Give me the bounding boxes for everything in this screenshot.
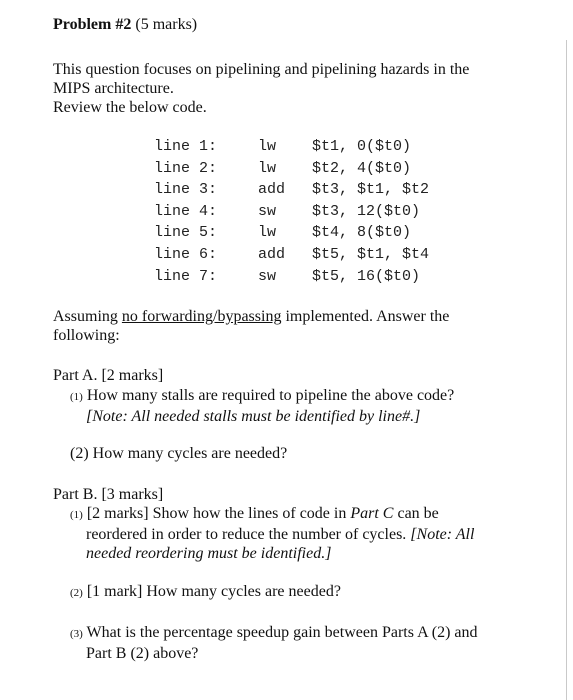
part-b-question-2 bbox=[70, 582, 510, 603]
code-operands: $t5, 16($t0) bbox=[312, 267, 421, 285]
part-b-q2-text: [1 mark] How many cycles are needed? bbox=[86, 583, 341, 600]
part-b-q1-note-start: [Note: All bbox=[410, 526, 475, 543]
part-b-q1-number: (1) bbox=[70, 509, 83, 521]
problem-marks: (5 marks) bbox=[135, 16, 198, 33]
code-opcode: lw bbox=[258, 224, 277, 242]
part-b-question-1 bbox=[70, 504, 510, 563]
part-b-q1-text-d: reordered in order to reduce the number of cycles. bbox=[86, 526, 407, 543]
code-line-label: line 5: bbox=[154, 224, 218, 242]
part-b-q3-number: (3) bbox=[70, 628, 83, 640]
code-operands: $t3, $t1, $t2 bbox=[312, 181, 430, 199]
code-line-label: line 2: bbox=[154, 159, 218, 177]
page-edge-rule bbox=[566, 40, 567, 700]
part-b-q1-part-c: Part C bbox=[350, 505, 394, 522]
part-a-q1-note: [Note: All needed stalls must be identified by line#.] bbox=[86, 408, 421, 425]
part-a-question-2: (2) How many cycles are needed? bbox=[70, 445, 288, 462]
part-b-q1-note-end: needed reordering must be identified.] bbox=[86, 545, 332, 562]
intro-line-2: MIPS architecture. bbox=[53, 80, 174, 97]
intro-line-1: This question focuses on pipelining and pipelining hazards in the bbox=[53, 61, 470, 78]
code-opcode: sw bbox=[258, 267, 277, 285]
code-operands: $t2, 4($t0) bbox=[312, 159, 412, 177]
problem-label: Problem #2 bbox=[53, 16, 132, 33]
code-operands: $t5, $t1, $t4 bbox=[312, 245, 430, 263]
part-b-q2-number: (2) bbox=[70, 587, 83, 599]
part-a-q1-text: How many stalls are required to pipeline the above code? bbox=[86, 387, 455, 404]
assumption-underlined: no forwarding/bypassing bbox=[121, 308, 282, 325]
code-opcode: add bbox=[258, 181, 286, 199]
assumption-line-2: following: bbox=[53, 327, 120, 344]
code-opcode: lw bbox=[258, 138, 277, 155]
code-line-label: line 3: bbox=[154, 181, 218, 199]
assumption-pre: Assuming bbox=[53, 308, 118, 325]
problem-title bbox=[53, 15, 197, 34]
intro-line-3: Review the below code. bbox=[53, 99, 207, 116]
part-b-q3-line-2: Part B (2) above? bbox=[86, 645, 199, 662]
code-line-label: line 6: bbox=[154, 245, 218, 263]
code-line-label: line 4: bbox=[154, 202, 218, 220]
code-opcode: sw bbox=[258, 202, 277, 220]
part-a-title: Part A. [2 marks] bbox=[53, 367, 164, 384]
part-b-title: Part B. [3 marks] bbox=[53, 486, 164, 503]
code-opcode: add bbox=[258, 245, 286, 263]
code-line-label: line 1: bbox=[154, 138, 218, 155]
part-a-q1-number: (1) bbox=[70, 391, 83, 403]
part-b-q3-text: What is the percentage speedup gain between Parts A (2) and bbox=[86, 624, 478, 641]
intro-paragraph bbox=[53, 60, 533, 117]
code-operands: $t1, 0($t0) bbox=[312, 138, 412, 155]
part-b-q1-text-a: [2 marks] Show how the lines of code in bbox=[86, 505, 347, 522]
part-b-question-3 bbox=[70, 623, 510, 663]
part-b-q1-text-c: can be bbox=[397, 505, 439, 522]
assumption-paragraph bbox=[53, 307, 513, 345]
code-operands: $t3, 12($t0) bbox=[312, 202, 421, 220]
code-opcode: lw bbox=[258, 159, 277, 177]
code-line-label: line 7: bbox=[154, 267, 218, 285]
part-a-question-1 bbox=[70, 386, 510, 426]
assumption-post: implemented. Answer the bbox=[285, 308, 450, 325]
code-operands: $t4, 8($t0) bbox=[312, 224, 412, 242]
